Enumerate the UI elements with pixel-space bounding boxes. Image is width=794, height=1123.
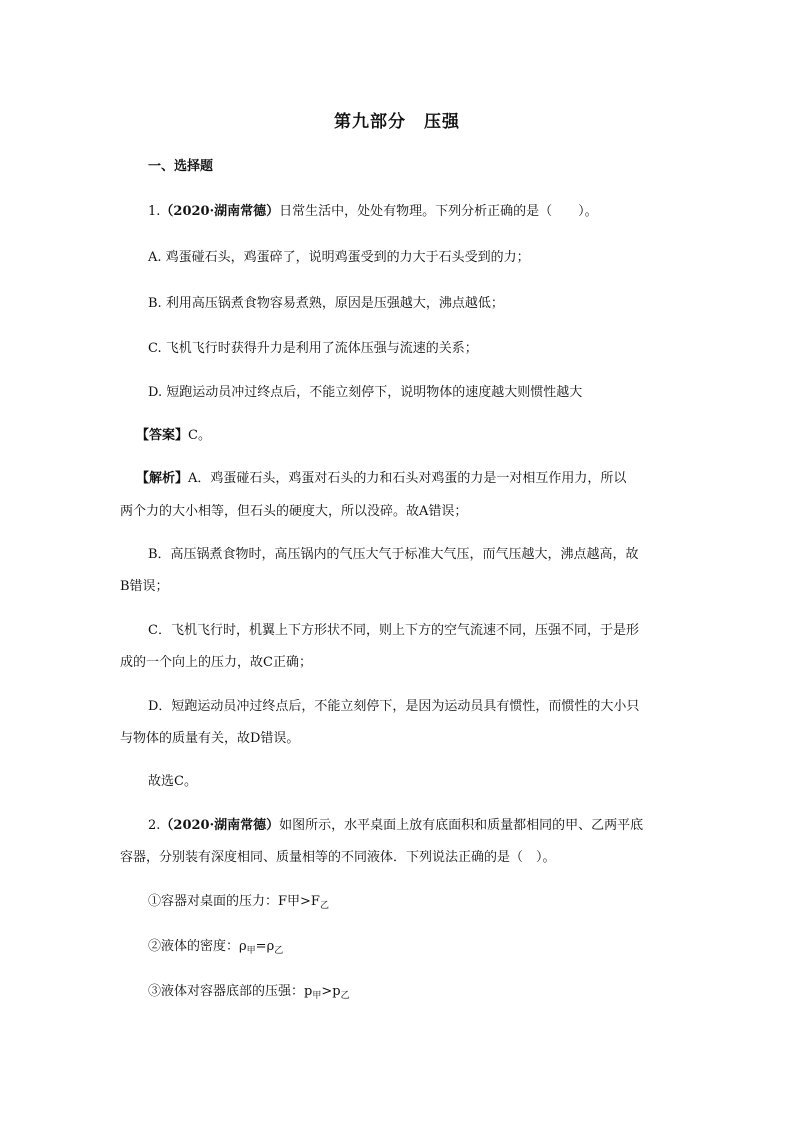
- statement-2: ②液体的密度：$\rho_甲=\rho_乙$: [148, 939, 284, 956]
- answer-tag: 【答案】: [136, 428, 189, 443]
- conclusion: 故选C。: [148, 774, 197, 789]
- statement-1: ①容器对桌面的压力：F甲$>F_乙$: [148, 894, 329, 911]
- analysis-line-3: B．高压锅煮食物时，高压锅内的气压大气于标准大气压，而气压越大，沸点越高，故: [148, 547, 639, 562]
- analysis-line-5: C．飞机飞行时，机翼上下方形状不同，则上下方的空气流速不同，压强不同，于是形: [148, 623, 639, 638]
- option-d: D. 短跑运动员冲过终点后，不能立刻停下，说明物体的速度越大则惯性越大: [148, 385, 583, 400]
- question-text: 日常生活中，处处有物理。下列分析正确的是（ ）。: [279, 204, 598, 219]
- analysis-line-6: 成的一个向上的压力，故C正确；: [120, 655, 312, 670]
- question-2-stem-line-2: 容器，分别装有深度相同、质量相等的不同液体．下列说法正确的是（ ）。: [120, 850, 556, 865]
- page-title: 第九部分 压强: [334, 112, 460, 132]
- analysis-line-1: [136, 470, 626, 488]
- question-1-stem: [148, 203, 598, 221]
- question-text: 如图所示，水平桌面上放有底面积和质量都相同的甲、乙两平底: [279, 818, 644, 833]
- question-number: 1.: [148, 204, 161, 219]
- statement-3: ③液体对容器底部的压强：$p_甲>p_乙$: [148, 984, 350, 1001]
- analysis-text: A．鸡蛋碰石头，鸡蛋对石头的力和石头对鸡蛋的力是一对相互作用力，所以: [188, 471, 627, 486]
- option-b: B. 利用高压锅煮食物容易煮熟，原因是压强越大，沸点越低；: [148, 296, 504, 311]
- section-heading: 一、选择题: [148, 159, 214, 174]
- option-c: C. 飞机飞行时获得升力是利用了流体压强与流速的关系；: [148, 341, 478, 356]
- analysis-line-2: 两个力的大小相等，但石头的硬度大，所以没碎。故A错误；: [120, 504, 468, 519]
- question-2-stem-line-1: [148, 817, 643, 835]
- answer-line: [136, 427, 211, 445]
- analysis-line-4: B错误；: [120, 579, 169, 594]
- answer-value: C。: [188, 428, 211, 443]
- option-a: A. 鸡蛋碰石头，鸡蛋碎了，说明鸡蛋受到的力大于石头受到的力；: [148, 250, 530, 265]
- analysis-tag: 【解析】: [136, 471, 189, 486]
- analysis-line-8: 与物体的质量有关，故D错误。: [120, 731, 300, 746]
- question-number: 2.: [148, 818, 161, 833]
- analysis-line-7: D．短跑运动员冲过终点后，不能立刻停下，是因为运动员具有惯性，而惯性的大小只: [148, 699, 640, 714]
- question-source: （2020·湖南常德）: [160, 818, 280, 833]
- question-source: （2020·湖南常德）: [160, 204, 280, 219]
